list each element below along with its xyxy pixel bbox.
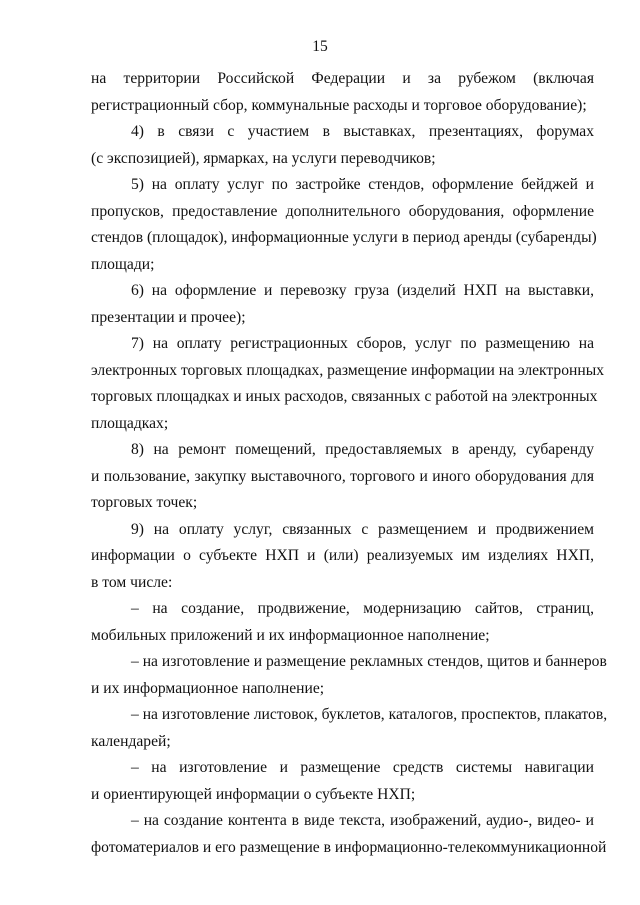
- text-line: и их информационное наполнение;: [91, 679, 325, 697]
- text-line: календарей;: [91, 732, 171, 750]
- text-line: 4) в связи с участием в выставках, презентациях, форумах: [131, 123, 594, 140]
- text-line: фотоматериалов и его размещение в информационно-телекоммуникационной: [91, 838, 607, 856]
- text-line: пропусков, предоставление дополнительного оборудования, оформление: [91, 202, 594, 220]
- text-line: торговых площадках и иных расходов, связанных с работой на электронных: [91, 388, 598, 405]
- text-line: регистрационный сбор, коммунальные расходы и торговое оборудование);: [91, 96, 587, 114]
- text-line: площадках;: [91, 414, 169, 432]
- text-line: торговых точек;: [91, 494, 198, 511]
- page-number: 15: [312, 38, 328, 55]
- text-line: – на создание, продвижение, модернизацию сайтов, страниц,: [131, 600, 594, 617]
- text-line: (с экспозицией), ярмарках, на услуги переводчиков;: [91, 149, 436, 167]
- text-line: электронных торговых площадках, размещение информации на электронных: [91, 361, 604, 379]
- text-line: информации о субъекте НХП и (или) реализуемых им изделиях НХП,: [91, 547, 594, 564]
- text-line: и пользование, закупку выставочного, торгового и иного оборудования для: [91, 467, 594, 485]
- text-line: 8) на ремонт помещений, предоставляемых в аренду, субаренду: [131, 441, 594, 458]
- text-line: – на создание контента в виде текста, изображений, аудио-, видео- и: [131, 812, 594, 829]
- text-line: стендов (площадок), информационные услуги в период аренды (субаренды): [91, 229, 597, 246]
- text-line: 7) на оплату регистрационных сборов, услуг по размещению на: [131, 335, 594, 352]
- text-line: в том числе:: [91, 573, 173, 591]
- text-line: и ориентирующей информации о субъекте НХП;: [91, 785, 416, 803]
- text-line: 5) на оплату услуг по застройке стендов, оформление бейджей и: [131, 176, 594, 193]
- text-line: 9) на оплату услуг, связанных с размещением и продвижением: [131, 520, 594, 538]
- text-line: – на изготовление и размещение средств системы навигации: [131, 759, 594, 776]
- text-line: на территории Российской Федерации и за рубежом (включая: [91, 70, 594, 87]
- text-line: – на изготовление и размещение рекламных стендов, щитов и баннеров: [131, 653, 607, 670]
- text-line: площади;: [91, 255, 155, 273]
- text-line: презентации и прочее);: [91, 308, 246, 326]
- text-line: – на изготовление листовок, буклетов, каталогов, проспектов, плакатов,: [131, 706, 608, 723]
- text-line: мобильных приложений и их информационное наполнение;: [91, 626, 490, 644]
- text-line: 6) на оформление и перевозку груза (изделий НХП на выставки,: [131, 282, 594, 299]
